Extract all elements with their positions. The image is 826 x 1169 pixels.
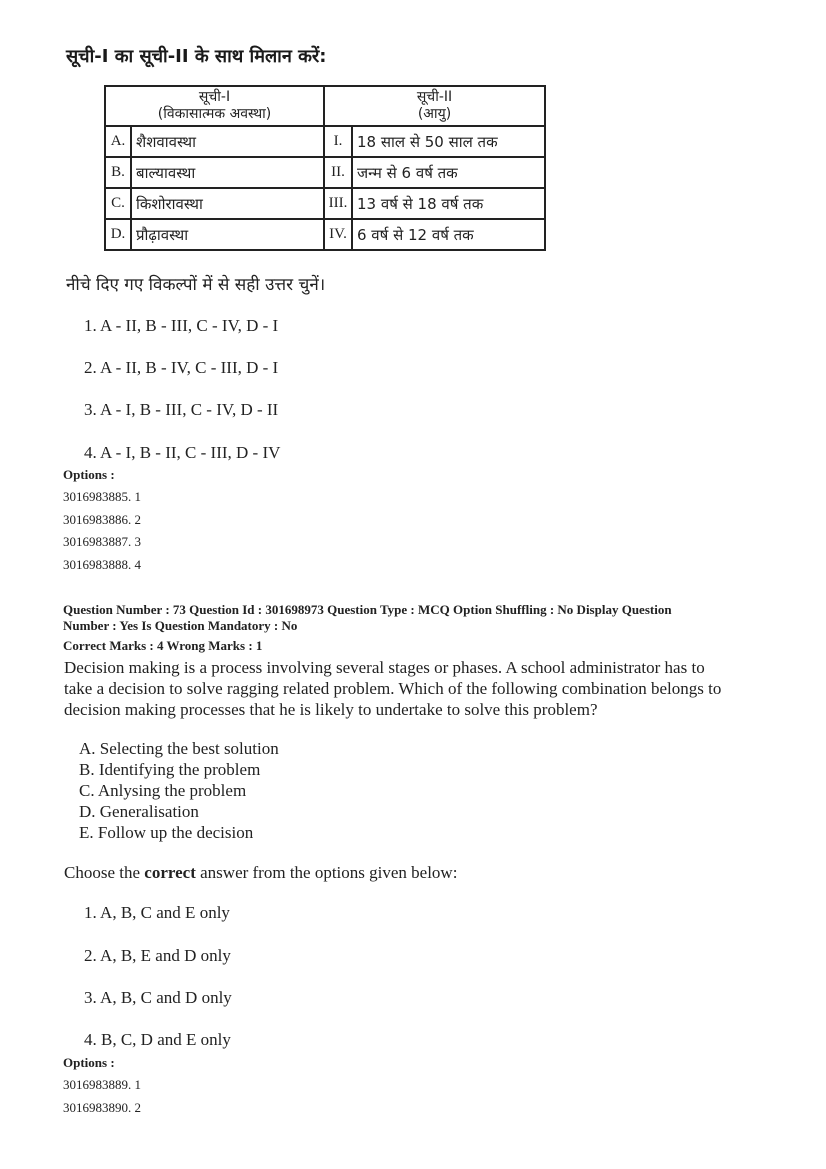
question-marks: Correct Marks : 4 Wrong Marks : 1 <box>63 638 263 653</box>
question-text-line: Decision making is a process involving several stages or phases. A school administrator has to <box>64 658 705 677</box>
stage-item: C. Anlysing the problem <box>79 781 247 800</box>
table-header-row <box>105 86 545 126</box>
stage-item: A. Selecting the best solution <box>79 739 279 758</box>
table-row <box>105 157 545 188</box>
row-stage: बाल्यावस्था <box>131 157 324 188</box>
row-stage: प्रौढ़ावस्था <box>131 219 324 250</box>
row-letter: A. <box>105 126 131 157</box>
row-stage: किशोरावस्था <box>131 188 324 219</box>
table-row <box>105 126 545 157</box>
row-stage: शैशवावस्था <box>131 126 324 157</box>
row-age: 6 वर्ष से 12 वर्ष तक <box>352 219 545 250</box>
choose-text-bold: correct <box>144 863 196 882</box>
question-meta <box>63 602 763 634</box>
answer-choice-3: 3. A, B, C and D only <box>84 988 232 1007</box>
list-2-subtitle: (आयु) <box>417 106 452 122</box>
choose-instruction <box>64 863 457 883</box>
options-label: Options : <box>63 467 115 482</box>
answer-choice-3: 3. A - I, B - III, C - IV, D - II <box>84 400 279 419</box>
row-roman: I. <box>324 126 352 157</box>
stage-item: E. Follow up the decision <box>79 823 254 842</box>
list-2-header <box>324 86 545 126</box>
list-2-title: सूची-II <box>416 89 453 105</box>
question-instruction: नीचे दिए गए विकल्पों में से सही उत्तर चुनें। <box>66 275 326 295</box>
match-table <box>104 85 546 251</box>
row-roman: III. <box>324 188 352 219</box>
question-text-line: take a decision to solve ragging related problem. Which of the following combination belongs to <box>64 679 722 698</box>
stage-item: D. Generalisation <box>79 802 199 821</box>
row-letter: D. <box>105 219 131 250</box>
answer-choice-4: 4. A - I, B - II, C - III, D - IV <box>84 443 281 462</box>
choose-text-post: answer from the options given below: <box>195 863 458 882</box>
row-age: 13 वर्ष से 18 वर्ष तक <box>352 188 545 219</box>
options-label: Options : <box>63 1055 115 1070</box>
answer-choice-4: 4. B, C, D and E only <box>84 1030 231 1049</box>
answer-choice-2: 2. A, B, E and D only <box>84 946 231 965</box>
list-1-header <box>105 86 324 126</box>
question-meta-line: Number : Yes Is Question Mandatory : No <box>63 618 298 633</box>
answer-choice-1: 1. A - II, B - III, C - IV, D - I <box>84 316 279 335</box>
option-id: 3016983885. 1 <box>63 489 141 504</box>
question-text <box>64 657 784 720</box>
list-1-title: सूची-I <box>198 89 231 105</box>
row-letter: B. <box>105 157 131 188</box>
table-row <box>105 188 545 219</box>
table-row <box>105 219 545 250</box>
option-id: 3016983887. 3 <box>63 534 141 549</box>
option-id: 3016983890. 2 <box>63 1100 141 1115</box>
row-age: 18 साल से 50 साल तक <box>352 126 545 157</box>
option-id: 3016983888. 4 <box>63 557 141 572</box>
option-id: 3016983889. 1 <box>63 1077 141 1092</box>
row-letter: C. <box>105 188 131 219</box>
choose-text-pre: Choose the <box>64 863 145 882</box>
list-1-subtitle: (विकासात्मक अवस्था) <box>157 106 272 122</box>
answer-choice-2: 2. A - II, B - IV, C - III, D - I <box>84 358 279 377</box>
question-heading: सूची-I का सूची-II के साथ मिलान करें: <box>66 46 327 67</box>
option-id: 3016983886. 2 <box>63 512 141 527</box>
question-text-line: decision making processes that he is likely to undertake to solve this problem? <box>64 700 598 719</box>
stage-item: B. Identifying the problem <box>79 760 261 779</box>
question-meta-line: Question Number : 73 Question Id : 301698973 Question Type : MCQ Option Shuffling : No Display Question <box>63 602 672 617</box>
row-age: जन्म से 6 वर्ष तक <box>352 157 545 188</box>
row-roman: IV. <box>324 219 352 250</box>
row-roman: II. <box>324 157 352 188</box>
answer-choice-1: 1. A, B, C and E only <box>84 903 230 922</box>
